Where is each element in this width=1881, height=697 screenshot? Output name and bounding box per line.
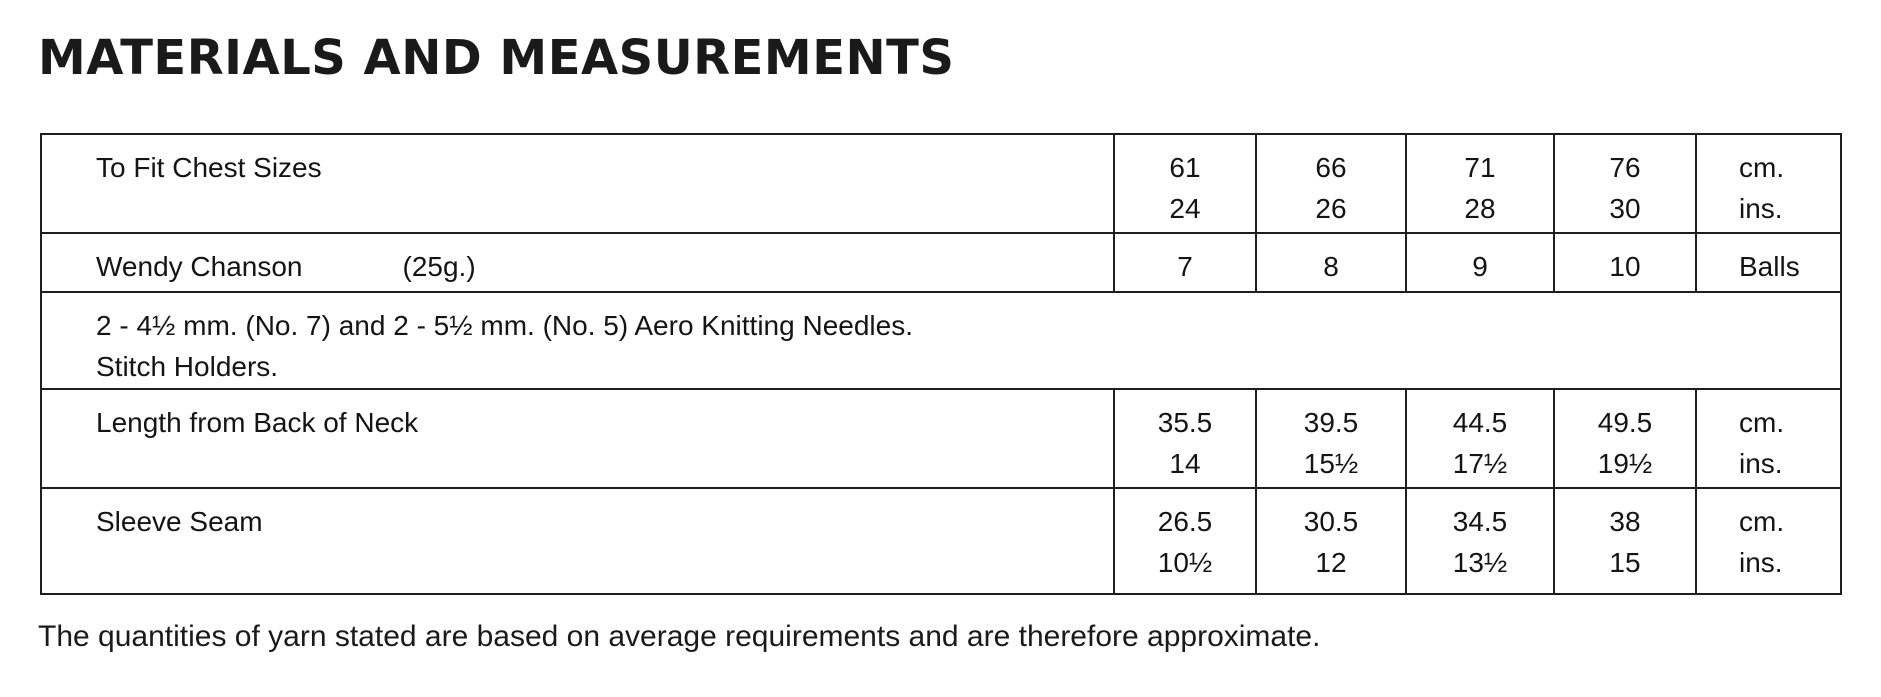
unit-cm: cm. (1739, 506, 1785, 537)
stitch-holders-text: Stitch Holders. (96, 351, 279, 382)
yarn-quantity-note: The quantities of yarn stated are based on average requirements and are therefore approximate. (38, 620, 1321, 653)
chest-ins-value: 26 (1315, 193, 1347, 224)
yarn-row (41, 233, 1841, 292)
unit-ins: ins. (1739, 193, 1783, 224)
unit-balls: Balls (1696, 233, 1841, 292)
unit-cm: cm. (1739, 407, 1785, 438)
size-cell (1114, 488, 1256, 594)
length-cm-value: 35.5 (1157, 407, 1213, 438)
size-cell (1554, 389, 1696, 488)
unit-cell (1696, 389, 1841, 488)
length-ins-value: 19½ (1597, 448, 1653, 479)
length-ins-value: 14 (1169, 448, 1201, 479)
chest-cm-value: 66 (1315, 152, 1347, 183)
unit-cell (1696, 488, 1841, 594)
length-cm-value: 39.5 (1303, 407, 1359, 438)
size-cell (1256, 389, 1406, 488)
sleeve-ins-value: 15 (1609, 547, 1641, 578)
sleeve-cm-value: 26.5 (1157, 506, 1213, 537)
unit-cell (1696, 134, 1841, 233)
length-ins-value: 17½ (1452, 448, 1508, 479)
size-cell (1406, 389, 1554, 488)
sleeve-label: Sleeve Seam (41, 488, 1114, 594)
chest-cm-value: 61 (1169, 152, 1201, 183)
length-ins-value: 15½ (1303, 448, 1359, 479)
sleeve-ins-value: 10½ (1157, 547, 1213, 578)
page-title: MATERIALS AND MEASUREMENTS (38, 30, 955, 86)
yarn-weight: (25g.) (402, 251, 476, 282)
length-cm-value: 49.5 (1597, 407, 1653, 438)
needles-row (41, 292, 1841, 389)
sleeve-cm-value: 34.5 (1452, 506, 1508, 537)
unit-ins: ins. (1739, 547, 1783, 578)
length-label: Length from Back of Neck (41, 389, 1114, 488)
sleeve-cm-value: 30.5 (1303, 506, 1359, 537)
needles-cell (41, 292, 1841, 389)
size-cell (1256, 134, 1406, 233)
yarn-name: Wendy Chanson (96, 251, 303, 282)
unit-cm: cm. (1739, 152, 1785, 183)
unit-ins: ins. (1739, 448, 1783, 479)
length-row (41, 389, 1841, 488)
size-cell (1406, 134, 1554, 233)
size-cell (1114, 134, 1256, 233)
chest-ins-value: 24 (1169, 193, 1201, 224)
chest-sizes-label: To Fit Chest Sizes (41, 134, 1114, 233)
needles-text: 2 - 4½ mm. (No. 7) and 2 - 5½ mm. (No. 5) Aero Knitting Needles. (96, 310, 913, 341)
balls-cell: 9 (1406, 233, 1554, 292)
chest-ins-value: 28 (1464, 193, 1496, 224)
balls-cell: 8 (1256, 233, 1406, 292)
chest-cm-value: 76 (1609, 152, 1641, 183)
sleeve-ins-value: 13½ (1452, 547, 1508, 578)
yarn-label-cell (41, 233, 1114, 292)
size-cell (1114, 389, 1256, 488)
sleeve-cm-value: 38 (1609, 506, 1641, 537)
sleeve-ins-value: 12 (1315, 547, 1347, 578)
length-cm-value: 44.5 (1452, 407, 1508, 438)
balls-cell: 10 (1554, 233, 1696, 292)
size-cell (1554, 134, 1696, 233)
size-cell (1406, 488, 1554, 594)
balls-cell: 7 (1114, 233, 1256, 292)
chest-ins-value: 30 (1609, 193, 1641, 224)
chest-sizes-row (41, 134, 1841, 233)
size-cell (1554, 488, 1696, 594)
materials-measurements-table (40, 133, 1842, 595)
sleeve-row (41, 488, 1841, 594)
size-cell (1256, 488, 1406, 594)
chest-cm-value: 71 (1464, 152, 1496, 183)
